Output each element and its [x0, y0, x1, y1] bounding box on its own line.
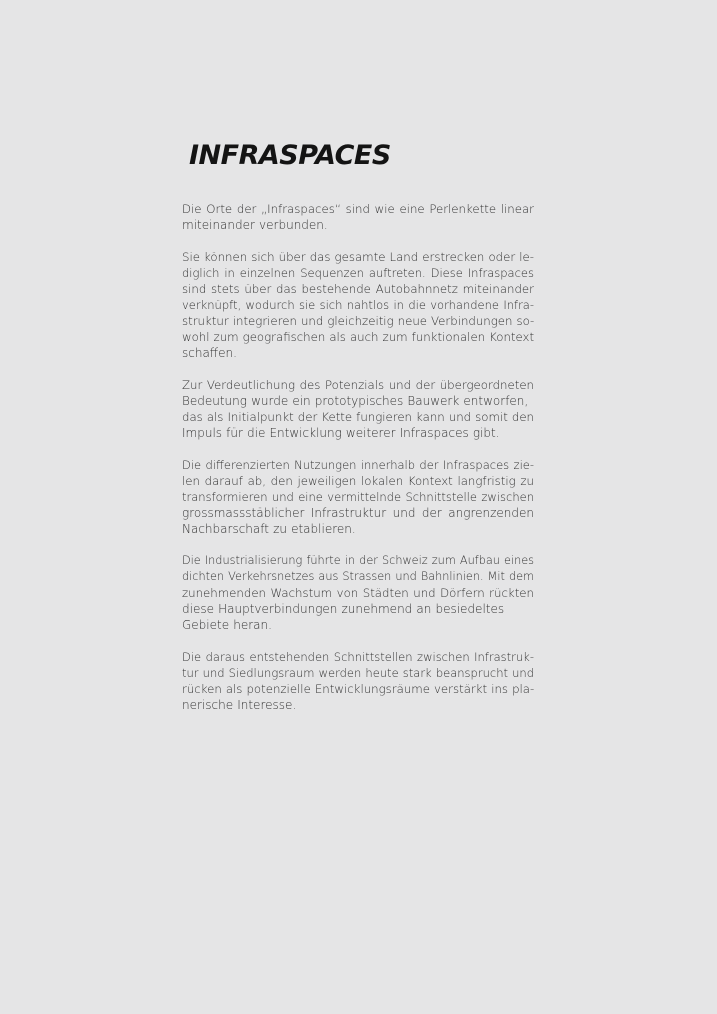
text-line: Zur Verdeutlichung des Potenzials und der übergeordneten	[182, 378, 534, 392]
text-line: miteinander verbunden.	[182, 218, 328, 232]
text-line: diglich in einzelnen Sequenzen auftreten. Diese Infraspaces	[182, 266, 534, 280]
text-line: sind stets über das bestehende Autobahnnetz miteinander	[182, 282, 534, 296]
text-line: Nachbarschaft zu etablieren.	[182, 522, 356, 536]
page-title: INFRASPACES	[189, 140, 391, 171]
text-line: zunehmenden Wachstum von Städten und Dörfern rückten	[182, 586, 534, 600]
text-line: Bedeutung wurde ein prototypisches Bauwerk entworfen,	[182, 394, 529, 408]
paragraph	[182, 553, 534, 633]
text-line: Die Industrialisierung führte in der Schweiz zum Aufbau eines	[182, 554, 534, 567]
text-line: tur und Siedlungsraum werden heute stark beansprucht und	[182, 666, 534, 680]
text-line: Gebiete heran.	[182, 618, 272, 632]
text-line: dichten Verkehrsnetzes aus Strassen und Bahnlinien. Mit dem	[182, 570, 534, 583]
text-line: Sie können sich über das gesamte Land erstrecken oder le-	[182, 250, 534, 264]
text-line: rücken als potenzielle Entwicklungsräume verstärkt ins pla-	[182, 682, 535, 696]
paragraph	[182, 201, 534, 233]
text-line: Die daraus entstehenden Schnittstellen zwischen Infrastruk-	[182, 650, 534, 664]
text-line: verknüpft, wodurch sie sich nahtlos in die vorhandene Infra-	[182, 298, 534, 312]
paragraph	[182, 457, 534, 537]
text-line: schaffen.	[182, 346, 237, 360]
text-line: nerische Interesse.	[182, 698, 297, 712]
text-line: das als Initialpunkt der Kette fungieren kann und somit den	[182, 410, 534, 424]
text-line: len darauf ab, den jeweiligen lokalen Kontext langfristig zu	[182, 474, 534, 488]
text-line: grossmassstäblicher Infrastruktur und der angrenzenden	[182, 506, 534, 520]
paragraph	[182, 249, 534, 361]
text-line: struktur integrieren und gleichzeitig neue Verbindungen so-	[182, 314, 535, 328]
text-line: transformieren und eine vermittelnde Schnittstelle zwischen	[182, 490, 534, 504]
paragraph	[182, 377, 534, 441]
body-text	[182, 201, 534, 729]
text-line: diese Hauptverbindungen zunehmend an besiedeltes	[182, 602, 505, 616]
paragraph	[182, 649, 534, 713]
text-line: Die differenzierten Nutzungen innerhalb der Infraspaces zie-	[182, 458, 534, 472]
text-line: Die Orte der „Infraspaces“ sind wie eine Perlenkette linear	[182, 202, 534, 216]
text-line: Impuls für die Entwicklung weiterer Infraspaces gibt.	[182, 426, 500, 440]
text-line: wohl zum geografischen als auch zum funktionalen Kontext	[182, 330, 535, 344]
